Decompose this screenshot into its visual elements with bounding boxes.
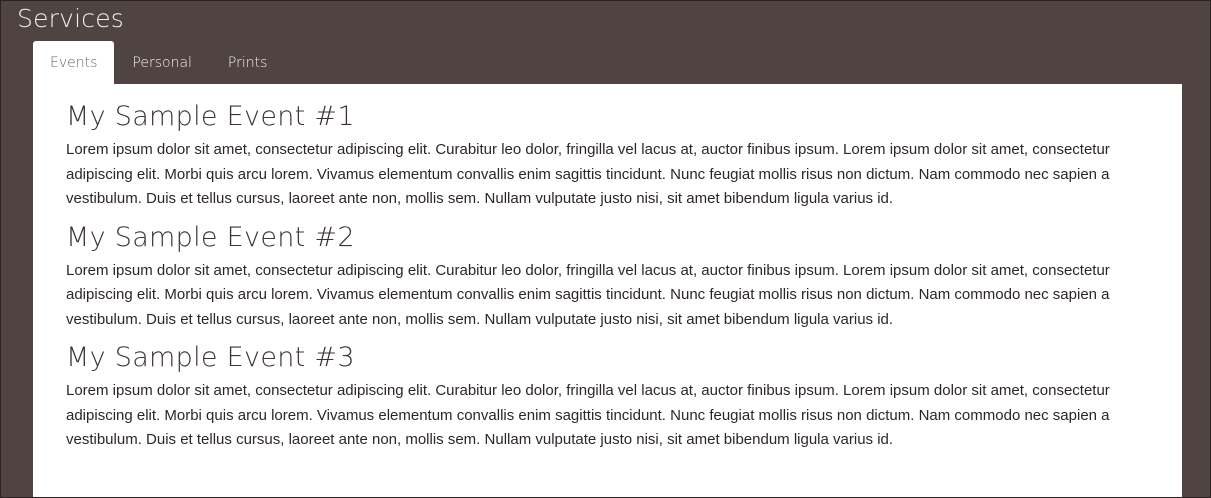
tab-prints[interactable] (210, 41, 286, 84)
tab-personal-label: Personal (132, 54, 192, 71)
tab-bar (33, 41, 285, 84)
events-tab-panel (33, 84, 1182, 498)
tab-events-label: Events (50, 54, 98, 71)
event-description: Lorem ipsum dolor sit amet, consectetur adipiscing elit. Curabitur leo dolor, fringilla vel lacus at, auctor finibus ipsum. Lorem ipsum dolor sit amet, consectetur adipiscing elit. Morbi quis arcu lorem. Vivamus elementum convallis enim sagittis tincidunt. Nunc feugiat mollis risus non dictum. Nam commodo nec sapien a vestibulum. Duis et tellus cursus, laoreet ante non, mollis sem. Nullam vulputate justo nisi, sit amet bibendum ligula varius id. (66, 261, 1110, 328)
event-description: Lorem ipsum dolor sit amet, consectetur adipiscing elit. Curabitur leo dolor, fringilla vel lacus at, auctor finibus ipsum. Lorem ipsum dolor sit amet, consectetur adipiscing elit. Morbi quis arcu lorem. Vivamus elementum convallis enim sagittis tincidunt. Nunc feugiat mollis risus non dictum. Nam commodo nec sapien a vestibulum. Duis et tellus cursus, laoreet ante non, mollis sem. Nullam vulputate justo nisi, sit amet bibendum ligula varius id. (66, 382, 1110, 448)
event-title: My Sample Event #3 (66, 342, 355, 373)
event-title: My Sample Event #2 (66, 221, 355, 253)
event-title: My Sample Event #1 (66, 101, 355, 132)
event-item (66, 219, 1150, 333)
event-description: Lorem ipsum dolor sit amet, consectetur adipiscing elit. Curabitur leo dolor, fringilla vel lacus at, auctor finibus ipsum. Lorem ipsum dolor sit amet, consectetur adipiscing elit. Morbi quis arcu lorem. Vivamus elementum convallis enim sagittis tincidunt. Nunc feugiat mollis risus non dictum. Nam commodo nec sapien a vestibulum. Duis et tellus cursus, laoreet ante non, mollis sem. Nullam vulputate justo nisi, sit amet bibendum ligula varius id. (66, 141, 1110, 207)
tab-events[interactable] (33, 41, 114, 84)
page-title: Services (17, 4, 125, 33)
tab-personal[interactable] (114, 41, 210, 84)
event-item (66, 339, 1150, 453)
tab-prints-label: Prints (227, 54, 268, 71)
event-item (66, 98, 1150, 212)
